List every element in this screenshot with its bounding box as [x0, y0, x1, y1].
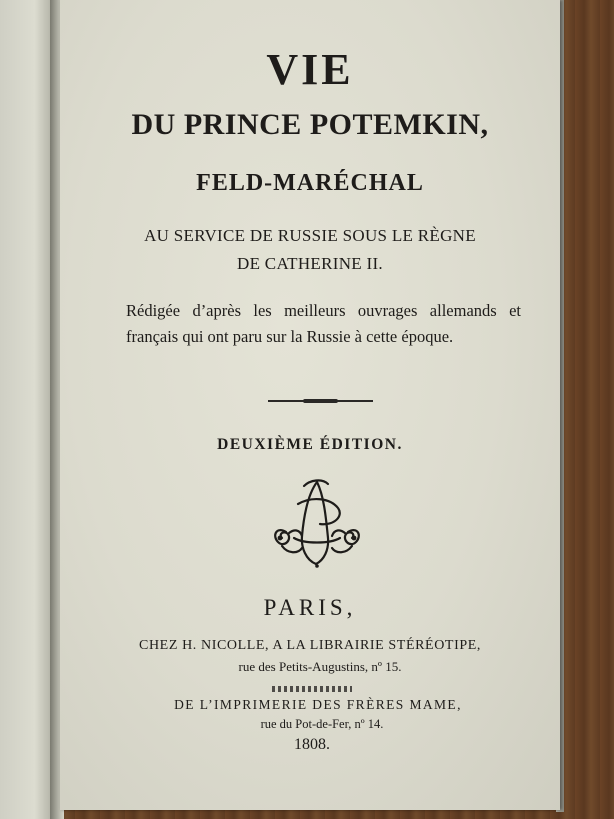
description-paragraph: Rédigée d’après les meilleurs ouvrages allemands et français qui ont paru sur la Russie à cette époque. [126, 301, 521, 346]
publisher-line: CHEZ H. NICOLLE, A LA LIBRAIRIE STÉRÉOTIPE, [139, 638, 481, 653]
printer-line: DE L’IMPRIMERIE DES FRÈRES MAME, [174, 697, 462, 712]
book-title: VIE [266, 45, 354, 94]
edition-label: DEUXIÈME ÉDITION. [217, 436, 403, 453]
publication-city: PARIS, [263, 595, 357, 620]
service-line-2: DE CATHERINE II. [237, 254, 383, 273]
book-subtitle: DU PRINCE POTEMKIN, [131, 108, 489, 141]
divider-rule [268, 400, 373, 402]
publication-year: 1808. [294, 736, 330, 753]
service-line-1: AU SERVICE DE RUSSIE SOUS LE RÈGNE [144, 226, 476, 245]
monogram-icon [264, 474, 370, 572]
printer-address: rue du Pot-de-Fer, nº 14. [260, 717, 384, 731]
subject-rank: FELD-MARÉCHAL [196, 170, 424, 196]
publisher-address: rue des Petits-Augustins, nº 15. [238, 659, 402, 674]
ornament-divider [272, 686, 352, 692]
